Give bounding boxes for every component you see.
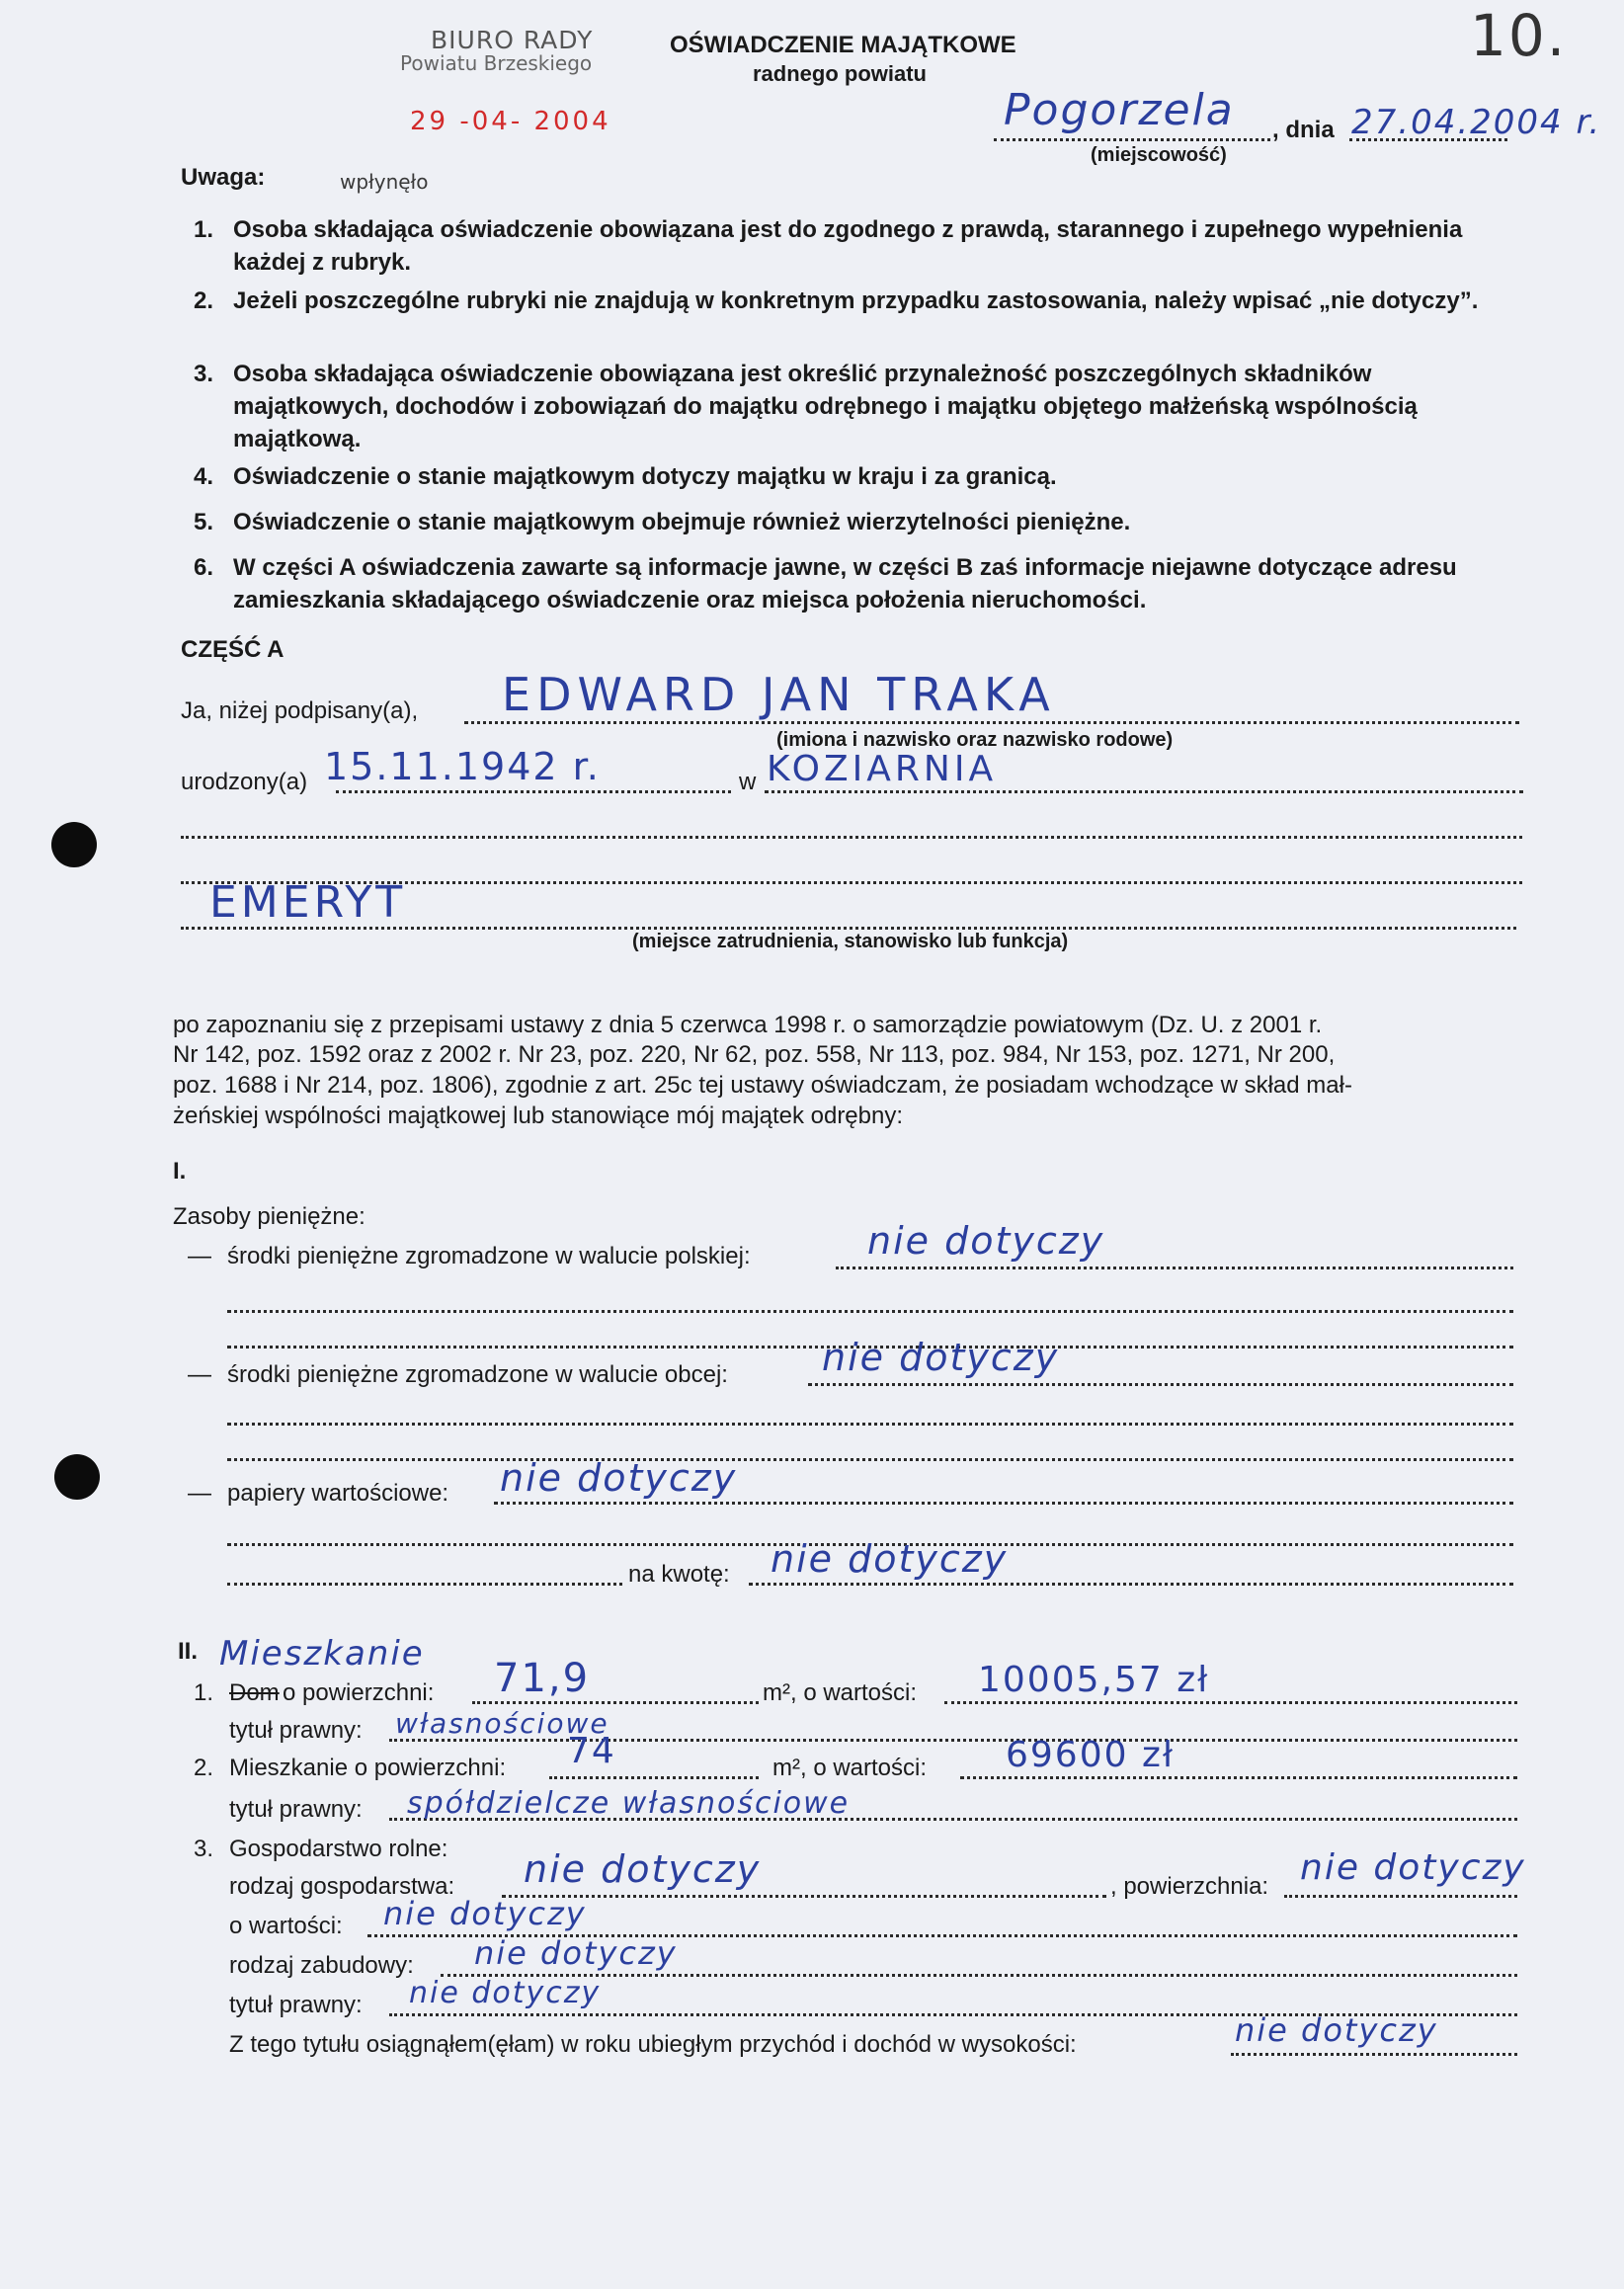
extra-dotted-line-1 [181, 836, 1522, 839]
pln-dash: — [188, 1243, 211, 1269]
born-in-label: w [739, 769, 757, 795]
born-place-value: KOZIARNIA [767, 749, 998, 789]
note-text: W części A oświadczenia zawarte są informacje jawne, w części B zaś informacje niejawne dotyczące adresu zamieszkania składającego oświadczenie oraz miejsca położenia nieruchomości. [233, 554, 1457, 613]
farm-build-dotted-line [441, 1974, 1517, 1977]
farm-worth-value: nie dotyczy [383, 1895, 587, 1932]
date-value: 27.04.2004 r. [1351, 103, 1602, 142]
pln-dotted-line [836, 1267, 1513, 1269]
note-text: Osoba składająca oświadczenie obowiązana jest do zgodnego z prawdą, starannego i zupełnego wypełnienia każdej z rubryk. [233, 216, 1463, 276]
office-stamp-line2: Powiatu Brzeskiego [400, 51, 593, 75]
note-text: Oświadczenie o stanie majątkowym dotyczy majątku w kraju i za granicą. [233, 463, 1057, 490]
note-number: 4. [194, 463, 214, 490]
signed-label: Ja, niżej podpisany(a), [181, 697, 419, 724]
pln-label: środki pieniężne zgromadzone w walucie polskiej: [227, 1243, 751, 1269]
office-stamp-line1: BIURO RADY [431, 26, 594, 54]
item2-area-value: 74 [567, 1731, 616, 1771]
page-number: 10. [1470, 2, 1568, 69]
note-item-3 [194, 358, 1527, 456]
note-text: Oświadczenie o stanie majątkowym obejmuje również wierzytelności pieniężne. [233, 509, 1131, 535]
note-item-5 [194, 506, 1527, 539]
section-2-roman: II. [178, 1638, 199, 1665]
item1-area-dotted-line [472, 1701, 759, 1704]
income-dotted-line [1231, 2053, 1517, 2056]
received-stamp: wpłynęło [340, 170, 429, 194]
farm-type-dotted-line [502, 1895, 1106, 1898]
income-label: Z tego tytułu osiągnąłem(ęłam) w roku ubiegłym przychód i dochód w wysokości: [229, 2031, 1077, 2058]
employment-caption: (miejsce zatrudnienia, stanowisko lub funkcja) [632, 931, 1069, 952]
statement-line-4: żeńskiej wspólności majątkowej lub stanowiące mój majątek odrębny: [173, 1103, 904, 1129]
note-number: 1. [194, 216, 214, 243]
pln-extra-line-1 [227, 1310, 1513, 1313]
item1-label: o powierzchni: [283, 1679, 435, 1706]
farm-type-label: rodzaj gospodarstwa: [229, 1873, 455, 1900]
date-label: , dnia [1272, 117, 1335, 143]
securities-value: nie dotyczy [500, 1456, 738, 1500]
notes-heading: Uwaga: [181, 164, 266, 191]
received-date-stamp: 29 -04- 2004 [410, 107, 611, 136]
income-value: nie dotyczy [1235, 2011, 1438, 2049]
item3-number: 3. [194, 1836, 214, 1862]
signed-name-value: EDWARD JAN TRAKA [502, 668, 1056, 721]
statement-line-3: poz. 1688 i Nr 214, poz. 1806), zgodnie z art. 25c tej ustawy oświadczam, że posiadam wchodzące w skład mał- [173, 1072, 1352, 1099]
farm-area-label: , powierzchnia: [1110, 1873, 1269, 1900]
item2-m2-label: m², o wartości: [772, 1755, 928, 1781]
item2-title-label: tytuł prawny: [229, 1796, 363, 1823]
amount-label: na kwotę: [628, 1561, 730, 1588]
foreign-extra-line-2 [227, 1458, 1513, 1461]
farm-area-dotted-line [1284, 1895, 1517, 1898]
item1-m2-label: m², o wartości: [763, 1679, 918, 1706]
amount-value: nie dotyczy [771, 1537, 1009, 1581]
born-date-dotted-line [336, 790, 731, 793]
foreign-dotted-line [808, 1383, 1513, 1386]
item2-label: Mieszkanie o powierzchni: [229, 1755, 507, 1781]
note-number: 6. [194, 554, 214, 581]
item1-value: 10005,57 zł [978, 1660, 1210, 1700]
note-text: Osoba składająca oświadczenie obowiązana jest określić przynależność poszczególnych składników majątkowych, dochodów i zobowiązań do majątku odrębnego i majątku objętego małżeńską wspólnością majątkową. [233, 361, 1418, 452]
farm-worth-label: o wartości: [229, 1913, 343, 1939]
place-dotted-line [994, 138, 1270, 141]
securities-label: papiery wartościowe: [227, 1480, 449, 1507]
foreign-label: środki pieniężne zgromadzone w walucie obcej: [227, 1361, 728, 1388]
farm-build-label: rodzaj zabudowy: [229, 1952, 414, 1979]
names-caption: (imiona i nazwisko oraz nazwisko rodowe) [776, 729, 1174, 751]
born-label: urodzony(a) [181, 769, 308, 795]
note-number: 5. [194, 509, 214, 535]
farm-type-value: nie dotyczy [524, 1847, 762, 1891]
farm-title-label: tytuł prawny: [229, 1992, 363, 2018]
item1-struck-word: Dom [229, 1679, 280, 1706]
signed-dotted-line [464, 721, 1519, 724]
note-number: 2. [194, 287, 214, 314]
item3-heading: Gospodarstwo rolne: [229, 1836, 448, 1862]
item2-number: 2. [194, 1755, 214, 1781]
document-title: OŚWIADCZENIE MAJĄTKOWE [670, 32, 1016, 58]
note-item-1 [194, 213, 1527, 283]
foreign-dash: — [188, 1361, 211, 1388]
item1-title-label: tytuł prawny: [229, 1717, 363, 1744]
statement-line-1: po zapoznaniu się z przepisami ustawy z dnia 5 czerwca 1998 r. o samorządzie powiatowym (Dz. U. z 2001 r. [173, 1012, 1323, 1038]
farm-build-value: nie dotyczy [474, 1934, 678, 1972]
farm-area-value: nie dotyczy [1300, 1847, 1526, 1888]
amount-dotted-line [749, 1583, 1513, 1586]
place-value: Pogorzela [1004, 85, 1235, 135]
farm-title-value: nie dotyczy [409, 1976, 602, 2010]
pln-value: nie dotyczy [867, 1219, 1105, 1263]
item2-value-dotted-line [960, 1776, 1517, 1779]
section-1-roman: I. [173, 1158, 187, 1185]
item1-area-value: 71,9 [494, 1656, 591, 1701]
item2-value: 69600 zł [1006, 1735, 1176, 1775]
foreign-extra-line-1 [227, 1423, 1513, 1426]
item1-value-dotted-line [944, 1701, 1517, 1704]
item1-title-value: własnościowe [395, 1707, 609, 1740]
punch-hole-bottom [54, 1454, 100, 1500]
item1-number: 1. [194, 1679, 214, 1706]
note-item-6 [194, 551, 1527, 620]
employment-value: EMERYT [209, 877, 407, 928]
note-number: 3. [194, 361, 214, 387]
amount-lead-line [227, 1583, 622, 1586]
part-a-heading: CZĘŚĆ A [181, 636, 284, 663]
foreign-value: nie dotyczy [822, 1336, 1060, 1379]
born-place-dotted-line [765, 790, 1523, 793]
note-item-2 [194, 285, 1527, 354]
punch-hole-top [51, 822, 97, 867]
note-item-4 [194, 460, 1527, 494]
item2-area-dotted-line [549, 1776, 759, 1779]
place-caption: (miejscowość) [1091, 144, 1227, 166]
born-date-value: 15.11.1942 r. [324, 745, 601, 788]
securities-dash: — [188, 1480, 211, 1507]
section-2-correction: Mieszkanie [219, 1634, 425, 1674]
statement-line-2: Nr 142, poz. 1592 oraz z 2002 r. Nr 23, poz. 220, Nr 62, poz. 558, Nr 113, poz. 984, Nr 153, poz. 1271, Nr 200, [173, 1041, 1336, 1068]
securities-dotted-line [494, 1502, 1513, 1505]
section-1-heading: Zasoby pieniężne: [173, 1203, 365, 1230]
item2-title-value: spółdzielcze własnościowe [407, 1786, 851, 1821]
document-subtitle: radnego powiatu [753, 61, 927, 86]
note-text: Jeżeli poszczególne rubryki nie znajdują w konkretnym przypadku zastosowania, należy wpisać „nie dotyczy”. [233, 287, 1479, 314]
